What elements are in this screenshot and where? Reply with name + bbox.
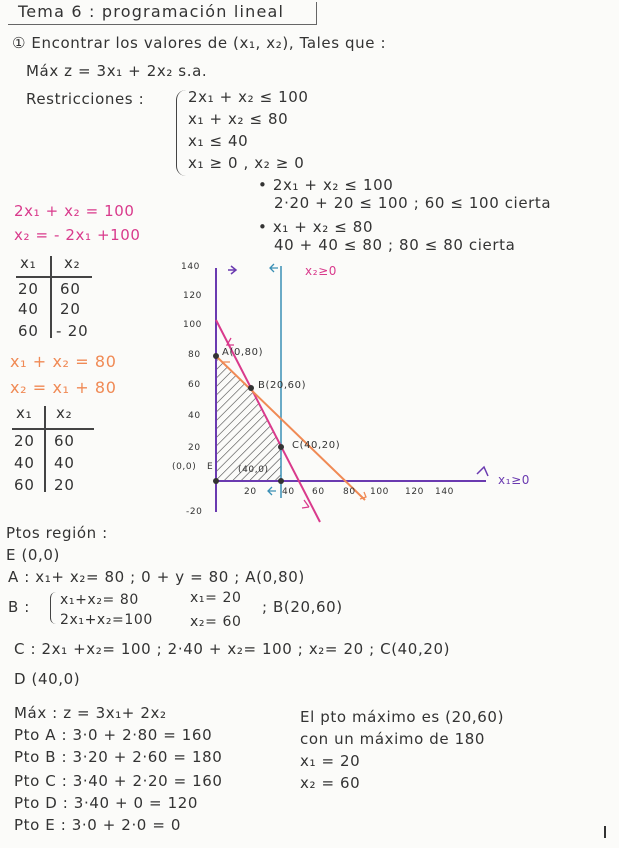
eval-point-e: Pto E : 3·0 + 2·0 = 0 <box>14 816 182 834</box>
line2-cell: 40 <box>14 454 35 472</box>
x-tick-20: 20 <box>244 487 257 497</box>
line1-cell: 40 <box>18 300 39 318</box>
point-c-dot <box>278 444 284 450</box>
point-b-label: B(20,60) <box>258 380 307 391</box>
line1-equation: 2x₁ + x₂ = 100 <box>14 202 135 220</box>
line1-cell: 60 <box>18 322 39 340</box>
y-tick-20: 20 <box>188 443 201 453</box>
blue-arrow-top <box>270 264 278 272</box>
x-tick-120: 120 <box>405 487 424 497</box>
point-c-label: C(40,20) <box>292 440 341 451</box>
point-d-coords: D (40,0) <box>14 670 81 688</box>
eval-objective: Máx : z = 3x₁+ 2x₂ <box>14 704 167 722</box>
restriction-2: x₁ + x₂ ≤ 80 <box>188 110 289 128</box>
y-tick-120: 120 <box>183 291 202 301</box>
system-sol-1: x₁= 20 <box>190 590 242 606</box>
x-axis-arrow <box>477 467 488 476</box>
y-tick-140: 140 <box>181 262 200 272</box>
x-tick-80: 80 <box>343 487 356 497</box>
x-tick-140: 140 <box>435 487 454 497</box>
check-2-eval: 40 + 40 ≤ 80 ; 80 ≤ 80 cierta <box>274 236 516 254</box>
conclusion-x2: x₂ = 60 <box>300 774 361 792</box>
point-d-label: (40,0) <box>238 465 269 475</box>
y-axis-arrow <box>228 266 236 274</box>
line1-header-x1: x₁ <box>20 254 37 272</box>
point-e-dot <box>213 478 219 484</box>
line2-cell: 60 <box>54 432 75 450</box>
y-tick-80: 80 <box>188 350 201 360</box>
x1-nonneg-label: x₁≥0 <box>498 473 531 487</box>
line2-solved: x₂ = x₁ + 80 <box>10 378 117 397</box>
line1-cell: 20 <box>60 300 81 318</box>
check-2-ineq: • x₁ + x₂ ≤ 80 <box>258 218 374 236</box>
point-b-prefix: B : <box>8 598 30 616</box>
line1-header-x2: x₂ <box>64 254 81 272</box>
conclusion-1: El pto máximo es (20,60) <box>300 708 505 726</box>
region-title: Ptos región : <box>6 524 108 542</box>
line2-cell: 20 <box>54 476 75 494</box>
restriction-4: x₁ ≥ 0 , x₂ ≥ 0 <box>188 154 305 172</box>
point-e-coords: E (0,0) <box>6 546 61 564</box>
restriction-3: x₁ ≤ 40 <box>188 132 249 150</box>
line1-cell: 60 <box>60 280 81 298</box>
eval-point-b: Pto B : 3·20 + 2·60 = 180 <box>14 748 223 766</box>
line2-cell: 20 <box>14 432 35 450</box>
point-d-dot <box>278 478 284 484</box>
page-title: Tema 6 : programación lineal <box>18 2 285 21</box>
restriction-1: 2x₁ + x₂ ≤ 100 <box>188 88 309 106</box>
pink-arrow-bottom <box>302 500 309 508</box>
x-tick-60: 60 <box>312 487 325 497</box>
eval-point-c: Pto C : 3·40 + 2·20 = 160 <box>14 772 223 790</box>
problem-statement: ① Encontrar los valores de (x₁, x₂), Tales que : <box>12 34 387 52</box>
eval-point-a: Pto A : 3·0 + 2·80 = 160 <box>14 726 213 744</box>
system-eq-2: 2x₁+x₂=100 <box>60 612 153 628</box>
x2-nonneg-label: x₂≥0 <box>305 264 338 278</box>
line2-equation: x₁ + x₂ = 80 <box>10 352 117 371</box>
objective-function: Máx z = 3x₁ + 2x₂ s.a. <box>26 62 208 80</box>
line1-cell: - 20 <box>56 322 89 340</box>
x-tick-40: 40 <box>282 487 295 497</box>
point-a-dot <box>213 353 219 359</box>
line2-header-x2: x₂ <box>56 404 73 422</box>
line2-cell: 40 <box>54 454 75 472</box>
point-b-dot <box>248 385 254 391</box>
y-tick-100: 100 <box>183 320 202 330</box>
point-a-label: A(0,80) <box>222 347 264 358</box>
conclusion-x1: x₁ = 20 <box>300 752 361 770</box>
eval-point-d: Pto D : 3·40 + 0 = 120 <box>14 794 198 812</box>
line2-header-x1: x₁ <box>16 404 33 422</box>
line2-cell: 60 <box>14 476 35 494</box>
restrictions-label: Restricciones : <box>26 90 145 108</box>
conclusion-2: con un máximo de 180 <box>300 730 486 748</box>
point-a-derivation: A : x₁+ x₂= 80 ; 0 + y = 80 ; A(0,80) <box>8 568 305 586</box>
point-e-label: E <box>207 462 214 472</box>
line1-solved: x₂ = - 2x₁ +100 <box>14 226 141 244</box>
feasible-region <box>216 356 281 481</box>
point-c-derivation: C : 2x₁ +x₂= 100 ; 2·40 + x₂= 100 ; x₂= 20 ; C(40,20) <box>14 640 451 658</box>
check-1-eval: 2·20 + 20 ≤ 100 ; 60 ≤ 100 cierta <box>274 194 552 212</box>
page-edge-mark <box>604 826 606 838</box>
x-tick-100: 100 <box>370 487 389 497</box>
y-tick-60: 60 <box>188 380 201 390</box>
y-tick-40: 40 <box>188 411 201 421</box>
system-eq-1: x₁+x₂= 80 <box>60 592 139 608</box>
point-b-coords: ; B(20,60) <box>262 598 343 616</box>
system-brace <box>50 592 57 624</box>
y-tick-origin: (0,0) <box>172 462 197 472</box>
blue-arrow-bottom <box>268 487 276 495</box>
check-1-ineq: • 2x₁ + x₂ ≤ 100 <box>258 176 394 194</box>
y-tick-neg20: -20 <box>186 507 203 517</box>
line1-cell: 20 <box>18 280 39 298</box>
system-sol-2: x₂= 60 <box>190 614 242 630</box>
